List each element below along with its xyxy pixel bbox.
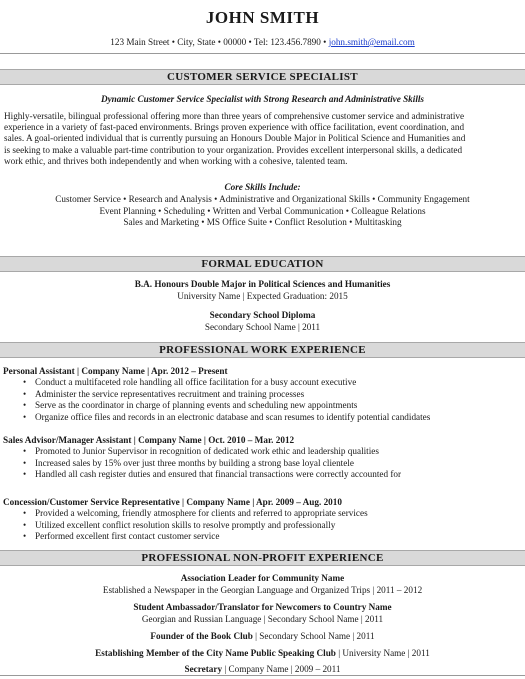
list-item: • Administer the service representatives recruitment and training processes <box>3 389 523 401</box>
job-entry <box>3 434 523 481</box>
education-degree: B.A. Honours Double Major in Political Sciences and Humanities <box>134 279 391 289</box>
list-item: • Conduct a multifaceted role handling all office facilitation for a busy account executive <box>3 377 523 389</box>
nonprofit-details: | Secondary School Name | 2011 <box>252 631 375 641</box>
list-item: • Promoted to Junior Supervisor in recognition of dedicated work ethic and leadership qualities <box>3 446 523 458</box>
nonprofit-entry <box>0 647 525 659</box>
job-duties <box>3 508 523 543</box>
nonprofit-entry <box>0 663 525 675</box>
job-title: Personal Assistant | Company Name | Apr. 2012 – Present <box>3 366 228 376</box>
skills-line: Customer Service • Research and Analysis • Administrative and Organizational Skills • Community Engagement <box>55 194 470 204</box>
job-duties <box>3 446 523 481</box>
job-entry <box>3 496 523 543</box>
nonprofit-role: Association Leader for Community Name <box>180 573 345 583</box>
summary-line: is seeking to make a valuable part-time contribution to your organization. Provides excellent interpersonal skills, a dedicated <box>4 144 463 155</box>
summary-line: work ethic, and thrives both independently and when working with a cohesive, talented team. <box>4 155 348 166</box>
skills-line: Event Planning • Scheduling • Written and Verbal Communication • Colleague Relations <box>99 205 426 216</box>
list-item: • Performed excellent first contact customer service <box>3 531 523 543</box>
nonprofit-entry <box>0 630 525 642</box>
email-link[interactable]: john.smith@email.com <box>328 37 415 47</box>
contact-details: 123 Main Street • City, State • 00000 • Tel: 123.456.7890 • <box>110 37 327 47</box>
nonprofit-details: | University Name | 2011 <box>335 648 430 658</box>
list-item: • Handled all cash register duties and ensured that financial transactions were correctly accounted for <box>3 469 523 481</box>
section-heading-nonprofit: PROFESSIONAL NON-PROFIT EXPERIENCE <box>0 550 525 566</box>
list-item: • Provided a welcoming, friendly atmosphere for clients and referred to appropriate services <box>3 508 523 520</box>
nonprofit-details: Georgian and Russian Language | Secondary School Name | 2011 <box>141 614 384 624</box>
education-school: Secondary School Name | 2011 <box>204 322 321 332</box>
summary-line: experience in a variety of fast-paced environments. Brings proven experience with office facilitation, event coordination, and <box>4 122 465 133</box>
education-degree: Secondary School Diploma <box>209 310 316 320</box>
profile-headline: Dynamic Customer Service Specialist with Strong Research and Administrative Skills <box>100 94 425 104</box>
list-item: • Increased sales by 15% over just three months by building a strong base loyal clientele <box>3 458 523 470</box>
summary-line: sales. A goal-oriented individual that is currently pursuing an Honours Double Major in Political Science and Humanities and <box>4 133 466 144</box>
nonprofit-role: Secretary <box>184 664 223 674</box>
summary-line: Highly-versatile, bilingual professional offering more than three years of comprehensive customer service and administrative <box>4 111 465 121</box>
candidate-name: JOHN SMITH <box>205 8 320 27</box>
section-heading-education: FORMAL EDUCATION <box>0 256 525 272</box>
nonprofit-details: | Company Name | 2009 – 2011 <box>222 664 341 674</box>
nonprofit-details: Established a Newspaper in the Georgian Language and Organized Trips | 2011 – 2012 <box>102 585 423 595</box>
job-entry <box>3 365 523 423</box>
job-title: Sales Advisor/Manager Assistant | Company Name | Oct. 2010 – Mar. 2012 <box>3 435 295 445</box>
list-item: • Serve as the coordinator in charge of planning events and scheduling new appointments <box>3 400 523 412</box>
core-skills-list <box>0 194 525 229</box>
section-heading-experience: PROFESSIONAL WORK EXPERIENCE <box>0 342 525 358</box>
contact-line <box>0 35 525 49</box>
education-school: University Name | Expected Graduation: 2015 <box>177 291 348 301</box>
nonprofit-role: Founder of the Book Club <box>150 631 253 641</box>
job-duties <box>3 377 523 423</box>
core-skills-title: Core Skills Include: <box>224 182 301 192</box>
job-title: Concession/Customer Service Representative | Company Name | Apr. 2009 – Aug. 2010 <box>3 497 342 507</box>
list-item: • Utilized excellent conflict resolution skills to resolve promptly and professionally <box>3 520 523 532</box>
nonprofit-role: Student Ambassador/Translator for Newcomers to Country Name <box>133 602 392 612</box>
nonprofit-role: Establishing Member of the City Name Public Speaking Club <box>95 648 336 658</box>
profile-summary <box>4 111 520 167</box>
footer-divider <box>0 675 525 676</box>
header-divider <box>0 53 525 54</box>
skills-line: Sales and Marketing • MS Office Suite • Conflict Resolution • Multitasking <box>123 217 402 228</box>
list-item: • Organize office files and records in an electronic database and scan resumes to identify potential candidates <box>3 412 523 424</box>
section-heading-customer-service: CUSTOMER SERVICE SPECIALIST <box>0 69 525 85</box>
